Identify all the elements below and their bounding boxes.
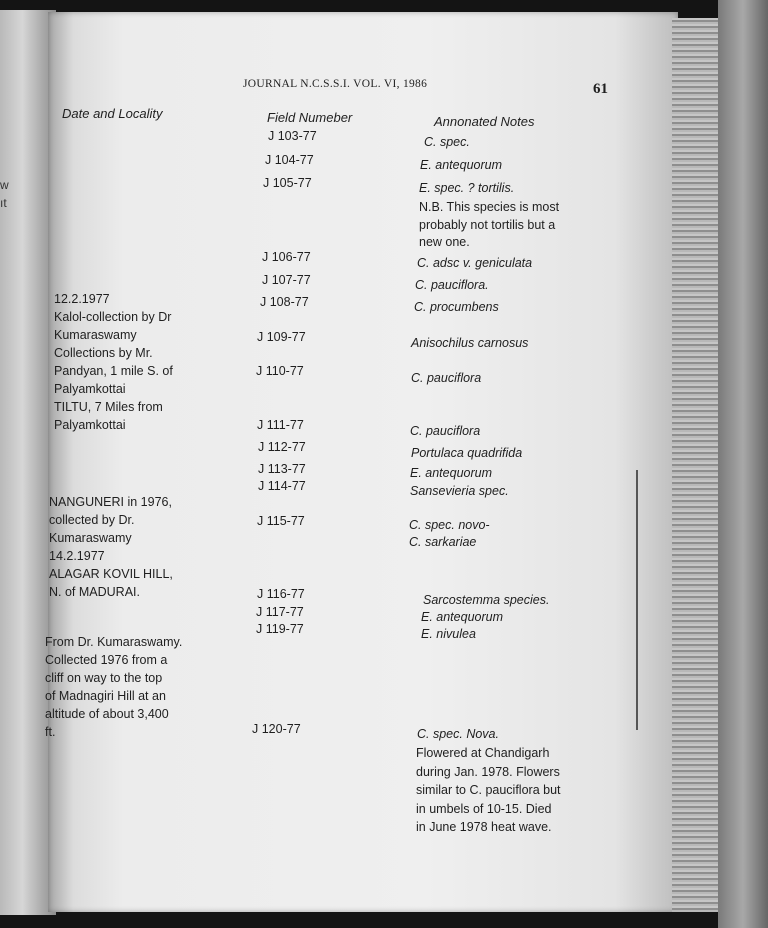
locality-line: Collections by Mr. (54, 346, 153, 360)
page-stack-edge (672, 18, 722, 912)
note-entry: Sarcostemma species. (423, 593, 550, 607)
note-entry: C. spec. (424, 135, 470, 149)
locality-line: Kumaraswamy (49, 531, 132, 545)
book-cover-edge (718, 0, 768, 928)
note-entry: similar to C. pauciflora but (416, 783, 561, 797)
locality-line: collected by Dr. (49, 513, 135, 527)
locality-line: TILTU, 7 Miles from (54, 400, 163, 414)
column-heading-notes: Annonated Notes (434, 114, 535, 129)
page-number: 61 (593, 81, 608, 97)
right-page (48, 12, 678, 912)
note-entry: E. antequorum (421, 610, 503, 624)
note-entry: Flowered at Chandigarh (416, 746, 550, 760)
page-shadow-line (636, 470, 638, 730)
locality-line: Palyamkottai (54, 382, 126, 396)
field-number: J 104-77 (265, 153, 314, 167)
column-heading-field-number: Field Numeber (267, 110, 353, 125)
field-number: J 106-77 (262, 250, 311, 264)
note-entry: C. sarkariae (409, 535, 477, 549)
note-entry: E. spec. ? tortilis. (419, 181, 515, 195)
field-number: J 114-77 (258, 479, 306, 493)
field-number: J 113-77 (258, 462, 306, 476)
note-entry: during Jan. 1978. Flowers (416, 765, 560, 779)
locality-line: Collected 1976 from a (45, 653, 168, 667)
locality-line: cliff on way to the top (45, 671, 163, 685)
column-heading-locality: Date and Locality (62, 106, 163, 121)
field-number: J 110-77 (256, 364, 304, 378)
note-entry: E. antequorum (420, 158, 502, 172)
locality-line: Pandyan, 1 mile S. of (54, 364, 173, 378)
note-entry: C. spec. Nova. (417, 727, 499, 741)
field-number: J 105-77 (263, 176, 312, 190)
locality-line: NANGUNERI in 1976, (49, 495, 172, 509)
locality-line: Palyamkottai (54, 418, 126, 432)
locality-line: From Dr. Kumaraswamy. (45, 635, 183, 649)
field-number: J 116-77 (257, 587, 305, 601)
note-entry: probably not tortilis but a (419, 218, 556, 232)
note-entry: in June 1978 heat wave. (416, 820, 552, 834)
left-page-fragment: w (0, 178, 9, 192)
locality-line: ft. (45, 725, 56, 739)
note-entry: Anisochilus carnosus (411, 336, 529, 350)
locality-line: ALAGAR KOVIL HILL, (49, 567, 173, 581)
locality-line: altitude of about 3,400 (45, 707, 169, 721)
locality-line: 14.2.1977 (49, 549, 105, 563)
field-number: J 119-77 (256, 622, 304, 636)
note-entry: new one. (419, 235, 470, 249)
field-number: J 108-77 (260, 295, 309, 309)
note-entry: C. spec. novo- (409, 518, 490, 532)
locality-line: of Madnagiri Hill at an (45, 689, 166, 703)
field-number: J 103-77 (268, 129, 317, 143)
note-entry: C. procumbens (414, 300, 499, 314)
locality-line: N. of MADURAI. (49, 585, 140, 599)
note-entry: in umbels of 10-15. Died (416, 802, 552, 816)
note-entry: C. pauciflora. (415, 278, 489, 292)
field-number: J 115-77 (257, 514, 305, 528)
note-entry: E. nivulea (421, 627, 476, 641)
field-number: J 117-77 (256, 605, 304, 619)
note-entry: Sansevieria spec. (410, 484, 509, 498)
note-entry: Portulaca quadrifida (411, 446, 523, 460)
left-page-fragment: ıt (0, 196, 7, 210)
locality-line: Kalol-collection by Dr (54, 310, 172, 324)
field-number: J 109-77 (257, 330, 306, 344)
field-number: J 112-77 (258, 440, 306, 454)
note-entry: N.B. This species is most (419, 200, 560, 214)
field-number: J 120-77 (252, 722, 301, 736)
locality-line: 12.2.1977 (54, 292, 110, 306)
field-number: J 107-77 (262, 273, 311, 287)
note-entry: E. antequorum (410, 466, 492, 480)
field-number: J 111-77 (257, 418, 304, 432)
note-entry: C. pauciflora (410, 424, 481, 438)
note-entry: C. pauciflora (411, 371, 482, 385)
running-header: JOURNAL N.C.S.S.I. VOL. VI, 1986 (243, 78, 428, 90)
note-entry: C. adsc v. geniculata (417, 256, 533, 270)
locality-line: Kumaraswamy (54, 328, 137, 342)
